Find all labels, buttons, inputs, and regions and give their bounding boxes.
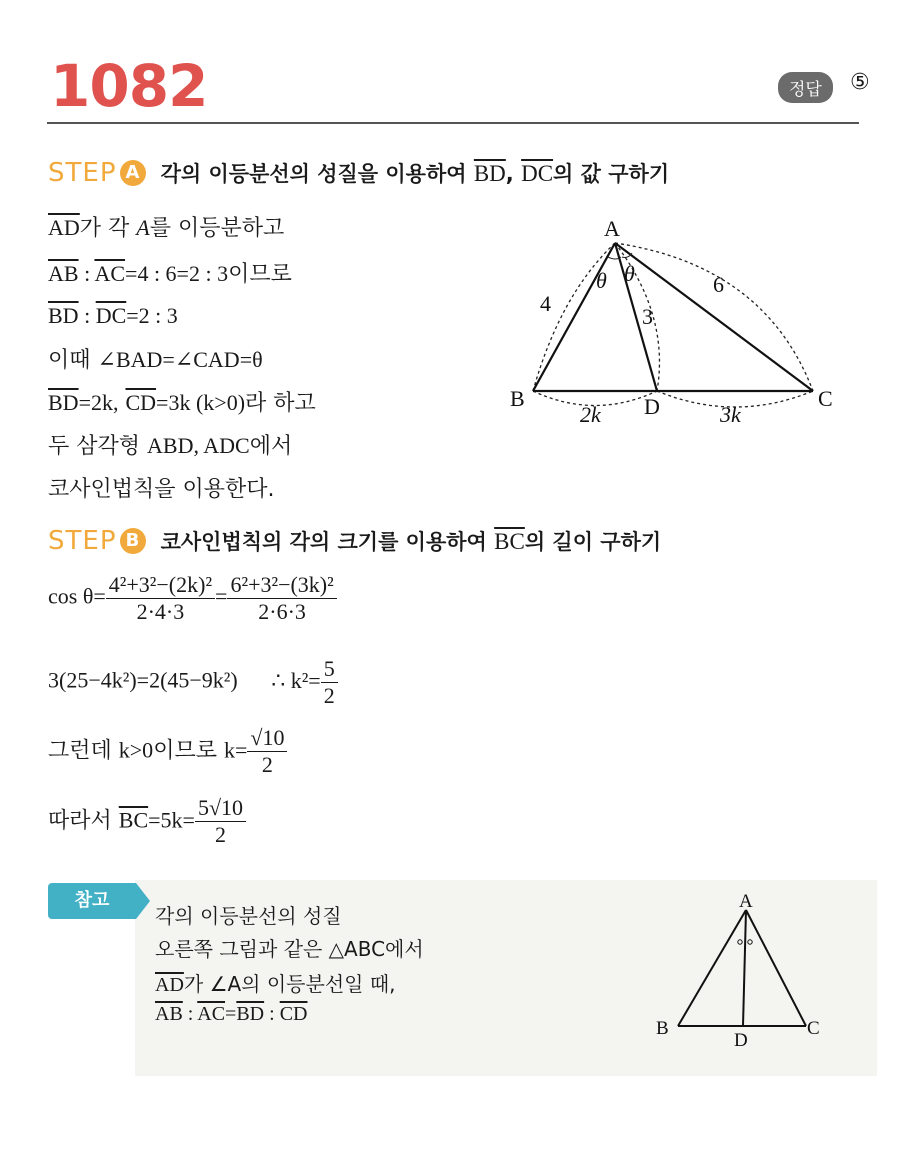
fraction-1-numerator: 4²+3²−(2k)²: [106, 572, 215, 599]
angle-equation: ∠BAD=∠CAD=θ: [97, 347, 263, 372]
fraction-1-denominator: 2·4·3: [136, 599, 185, 624]
step-b-heading: [48, 526, 661, 556]
colon: :: [264, 1003, 280, 1025]
ref-side-ac: [746, 910, 806, 1026]
step-a-title-sep: ,: [505, 162, 514, 186]
bc-result-line: [48, 795, 246, 848]
step-b-badge: B: [120, 528, 146, 554]
step-b-title-end: 의 길이 구하기: [524, 530, 662, 554]
k-squared-numerator: 5: [321, 656, 338, 683]
ref-side-ab: [678, 910, 746, 1026]
step-a-line-2: [48, 257, 292, 288]
reference-line-2: 오른쪽 그림과 같은 △ABC에서: [155, 937, 424, 961]
math: =5k=: [148, 807, 195, 833]
answer-value: ⑤: [850, 70, 870, 95]
segment-ac: $\overline{AC}$: [94, 261, 126, 286]
step-a-line-5: [48, 386, 316, 417]
colon: :: [78, 261, 95, 286]
k-denominator: 2: [261, 752, 273, 777]
triangle-names: ABD, ADC: [147, 433, 250, 458]
fraction-1: [106, 572, 215, 625]
expanded-equation: 3(25−4k²)=2(45−9k²): [48, 667, 238, 693]
text: 따라서: [48, 808, 112, 834]
segment-cd: $\overline{CD}$: [125, 390, 157, 415]
text: 이때: [48, 348, 91, 373]
angle-a: A: [136, 215, 150, 240]
colon: :: [78, 303, 96, 328]
segment-ab: $\overline{AB}$: [155, 1003, 183, 1025]
problem-number: 1082: [50, 52, 208, 120]
text: 그런데: [48, 738, 112, 764]
text: 를 이등분하고: [149, 216, 285, 241]
segment-ad: $\overline{AD}$: [48, 215, 80, 240]
fraction-2-numerator: 6²+3²−(3k)²: [227, 572, 336, 599]
fraction-2: [227, 572, 336, 625]
segment-bd: $\overline{BD}$: [48, 390, 79, 415]
dc-length-label: 3k: [720, 402, 741, 427]
text: 이므로: [153, 738, 217, 764]
k-numerator: √10: [247, 725, 287, 752]
step-a-title-dc: $\overline{DC}$: [521, 161, 554, 186]
reference-triangle-figure: [650, 888, 840, 1058]
step-a-heading: [48, 158, 669, 188]
ratio: =4 : 6=2 : 3: [125, 261, 229, 286]
vertex-a-label: A: [604, 216, 620, 241]
step-a-title-end: 의 값 구하기: [553, 162, 670, 186]
step-a-badge: A: [120, 160, 146, 186]
side-ac-length: 6: [713, 272, 724, 297]
therefore-k-squared: ∴ k²=: [271, 667, 321, 693]
step-a-line-1: [48, 211, 284, 242]
segment-bd: $\overline{BD}$: [236, 1003, 265, 1025]
step-b-title-bc: $\overline{BC}$: [494, 529, 525, 554]
cos-lhs: cos θ=: [48, 583, 106, 609]
ref-angle-mark-left: [738, 940, 742, 944]
segment-ac: $\overline{AC}$: [197, 1003, 226, 1025]
text: 가 ∠A의 이등분선일 때,: [183, 972, 396, 996]
step-b-title: [161, 530, 662, 554]
vertex-d-label: D: [644, 394, 660, 419]
step-b-label: STEP: [48, 526, 117, 556]
side-ad-length: 3: [642, 304, 653, 329]
bc-denominator: 2: [214, 822, 226, 847]
text: 두 삼각형: [48, 434, 141, 459]
k-equals: k=: [223, 737, 248, 763]
cosine-equation: [48, 572, 337, 625]
header-divider: [47, 122, 859, 124]
fraction-k: [247, 725, 287, 778]
step-a-line-3: [48, 303, 178, 329]
k-squared-equation: [48, 656, 338, 709]
segment-bd: $\overline{BD}$: [48, 303, 79, 328]
dashed-arcs: [533, 243, 813, 407]
reference-title: 각의 이등분선의 성질: [155, 904, 342, 928]
fraction-bc: [195, 795, 246, 848]
reference-line-3: [155, 968, 396, 997]
step-a-line-4: [48, 343, 263, 374]
vertex-b-label: B: [510, 386, 525, 411]
side-ab-length: 4: [540, 291, 551, 316]
theta-left-label: θ: [596, 268, 607, 293]
condition: k>0: [118, 737, 154, 763]
text: 이므로: [228, 262, 292, 287]
step-a-line-6: [48, 429, 292, 460]
step-a-title-bd: $\overline{BD}$: [473, 161, 506, 186]
segment-ab: $\overline{AB}$: [48, 261, 79, 286]
step-a-title-text: 각의 이등분선의 성질을 이용하여: [160, 162, 467, 186]
k-value-line: [48, 725, 287, 778]
ratio: =2 : 3: [126, 303, 178, 328]
reference-line-4: [155, 1003, 307, 1026]
segment-dc: $\overline{DC}$: [95, 303, 127, 328]
equals: =: [225, 1003, 237, 1025]
step-a-line-7: 코사인법칙을 이용한다.: [48, 477, 275, 502]
segment-bc: $\overline{BC}$: [118, 807, 149, 833]
reference-tag: 참고: [48, 883, 136, 919]
bc-numerator: 5√10: [195, 795, 246, 822]
text: 라 하고: [245, 391, 316, 416]
fraction-2-denominator: 2·6·3: [258, 599, 306, 624]
step-a-label: STEP: [48, 158, 117, 188]
triangle-figure: [500, 205, 860, 440]
text: 가 각: [79, 216, 130, 241]
ref-vertex-d: D: [734, 1030, 748, 1051]
colon: :: [182, 1003, 198, 1025]
segment-ad: $\overline{AD}$: [155, 974, 184, 996]
math: =2k,: [78, 390, 119, 415]
answer-label-badge: 정답: [778, 72, 833, 103]
text: 에서: [249, 434, 293, 459]
ref-vertex-c: C: [807, 1018, 820, 1039]
ref-vertex-b: B: [656, 1018, 669, 1039]
bd-length-label: 2k: [580, 402, 601, 427]
ref-vertex-a: A: [739, 891, 753, 912]
theta-right-label: θ: [624, 261, 635, 286]
fraction-k-squared: [321, 656, 338, 709]
ref-bisector-ad: [743, 910, 746, 1026]
ref-angle-mark-right: [748, 940, 752, 944]
step-a-title: [161, 162, 670, 186]
side-ab: [533, 243, 615, 391]
reference-tag-tail: [136, 883, 150, 919]
k-squared-denominator: 2: [323, 683, 335, 708]
triangle-lines: [533, 243, 813, 391]
segment-cd: $\overline{CD}$: [279, 1003, 308, 1025]
math: =3k (k>0): [156, 390, 246, 415]
step-b-title-text: 코사인법칙의 각의 크기를 이용하여: [160, 530, 487, 554]
equals: =: [215, 583, 228, 609]
vertex-c-label: C: [818, 386, 833, 411]
